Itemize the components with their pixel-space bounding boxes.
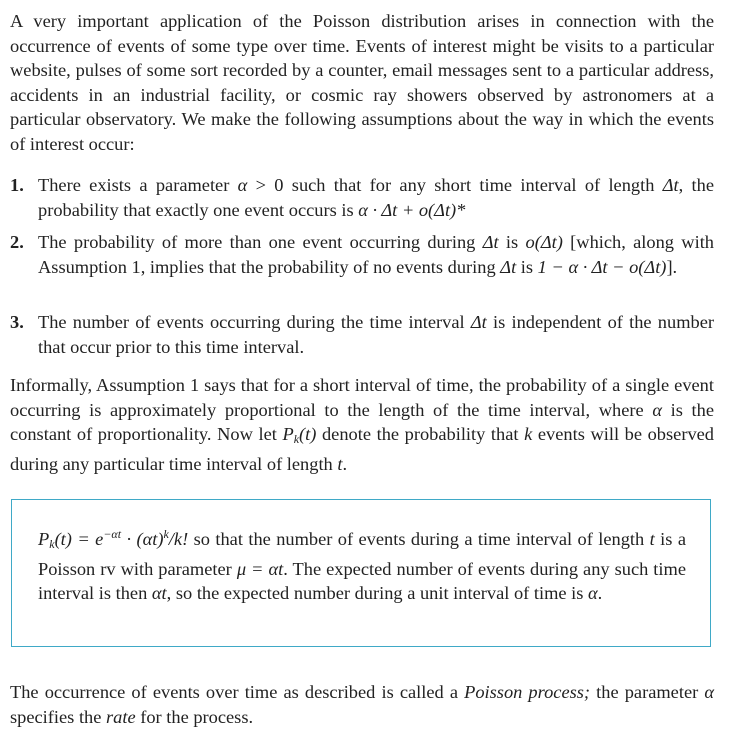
assumption-text: There exists a parameter α > 0 such that for any short time interval of length Δt, the probability that exactly one event occurs is α · Δt + o(Δt)* <box>38 175 714 220</box>
assumption-number: 1. <box>10 175 24 195</box>
result-text: $P_k(t) = e^{-\alpha t} \cdot (\alpha t)^k/k$! so that the number of events during a time interval of length t is a Poisson rv with parameter μ = αt. The expected number of events during any such time interval is then αt, so the expected number during a unit interval of time is α. <box>38 527 687 604</box>
assumption-text: The number of events occurring during the time interval Δt is independent of the number that occur prior to this time interval. <box>38 312 714 357</box>
closing-paragraph: The occurrence of events over time as described is called a Poisson process; the parameter α specifies the rate for the process. <box>10 682 714 727</box>
assumption-number: 3. <box>10 312 24 332</box>
informal-paragraph: Informally, Assumption 1 says that for a short interval of time, the probability of a single event occurring is approximately proportional to the length of the time interval, where α is the constant of proportionality. Now let $P_k(t)$ denote the probability that k events will be observed during any particular time interval of length t. <box>10 375 714 474</box>
assumption-text: The probability of more than one event occurring during Δt is o(Δt) [which, along with Assumption 1, implies that the probability of no events during Δt is 1 − α · Δt − o(Δt)]. <box>38 232 715 277</box>
result-box <box>11 499 711 647</box>
assumption-number: 2. <box>10 232 24 252</box>
intro-paragraph: A very important application of the Poisson distribution arises in connection with the occurrence of events of some type over time. Events of interest might be visits to a particular website, pulses of some sort recorded by a counter, email messages sent to a particular address, accidents in an industrial facility, or cosmic ray showers observed by astronomers at a particular observatory. We make the following assumptions about the way in which the events of interest occur: <box>10 11 714 154</box>
